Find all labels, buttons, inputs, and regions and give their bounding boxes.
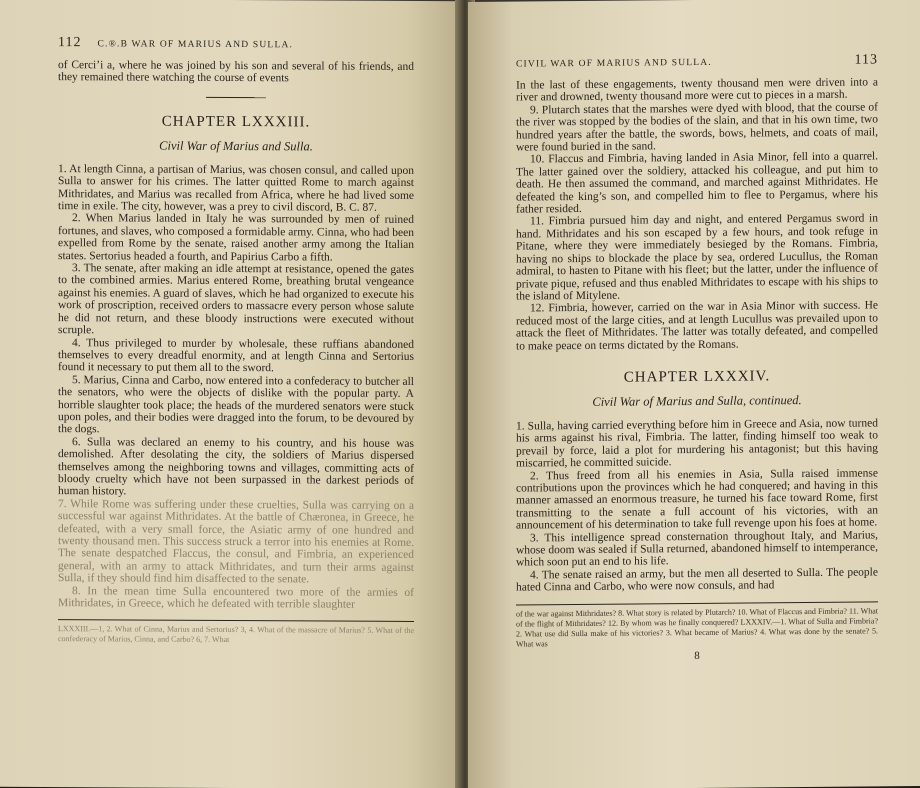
paragraph: 3. This intelligence spread consternation throughout Italy, and Marius, whose doom was sealed if Sulla returned, abandoned himself to intemperance, which soon put an end to his life. bbox=[516, 528, 878, 569]
right-page bbox=[468, 0, 920, 788]
paragraph: 4. Thus privileged to murder by wholesale, these ruffians abandoned themselves to every dreadful enormity, and at length Cinna and Sertorius found it necessary to put them all to the sword. bbox=[58, 336, 414, 375]
paragraph: 7. While Rome was suffering under these cruelties, Sulla was carrying on a successful war against Mithridates. At the battle of Chæronea, in Greece, he defeated, with a very small force, the Asiatic army of one hundred and twenty thousand men. This success struck a terror into his enemies at Rome. The senate despatched Flaccus, the consul, and Fimbria, an experienced general, with an army to attack Mithridates, and turn their arms against Sulla, if they should find him disaffected to the senate. bbox=[58, 497, 414, 586]
right-chapter-paragraphs bbox=[516, 417, 878, 594]
chapter-title-lxxxiv: CHAPTER LXXXIV. bbox=[623, 368, 771, 386]
paragraph: In the last of these engagements, twenty thousand men were driven into a river and drowned, twenty thousand more were cut to pieces in a marsh. bbox=[516, 76, 878, 104]
chapter-subtitle-lxxxiii: Civil War of Marius and Sulla. bbox=[159, 138, 313, 154]
left-footnote: LXXXIII.—1, 2. What of Cinna, Marius and Sertorius? 3, 4. What of the massacre of Marius? 5. What of the confederacy of Marius, Cinna, and Carbo? 6, 7. What bbox=[58, 620, 414, 647]
left-top-text: of Cerci’i a, where he was joined by his son and several of his friends, and they remained there watching the course of events bbox=[58, 59, 414, 85]
paragraph: 4. The senate raised an army, but the men all deserted to Sulla. The people hated Cinna and Carbo, who were now consuls, and had bbox=[516, 566, 878, 594]
section-divider bbox=[206, 97, 266, 98]
right-footnote: of the war against Mithridates? 8. What story is related by Plutarch? 10. What of Flaccus and Fimbria? 11. What of the flight of Mithridates? 12. By whom was he finally conquered? LXXXIV.—1. What of Sulla and Fimbria? 2. What use did Sulla make of his victories? 3. What became of Marius? 4. What was done by the senate? 5. What was bbox=[516, 601, 878, 649]
paragraph: 10. Flaccus and Fimbria, having landed in Asia Minor, fell into a quarrel. The latter gained over the soldiery, attacked his colleague, and put him to death. He then assumed the command, and marched against Mithridates. He defeated the king’s son, and compelled him to flee to Pergamus, where his father resided. bbox=[516, 150, 878, 216]
paragraph: 12. Fimbria, however, carried on the war in Asia Minor with success. He reduced most of the large cities, and at length Lucullus was prevailed upon to attack the fleet of Mithridates. The latter was totally defeated, and compelled to make peace on terms dictated by the Romans. bbox=[516, 299, 878, 353]
chapter-title-lxxxiii: CHAPTER LXXXIII. bbox=[161, 113, 311, 131]
paragraph: 2. Thus freed from all his enemies in Asia, Sulla raised immense contributions upon the provinces which he had conquered; and having in this manner amassed an enormous treasure, he turned his face toward Rome, first transmitting to the senate a full account of his victories, with an announcement of his determination to take full revenge upon his foes at home. bbox=[516, 466, 878, 532]
chapter-subtitle-lxxxiv: Civil War of Marius and Sulla, continued. bbox=[592, 392, 802, 409]
paragraph: 1. Sulla, having carried everything before him in Greece and Asia, now turned his arms against his rival, Fimbria. The latter, finding himself too weak to prevail by force, laid a plot for murdering his antagonist; but this having miscarried, he committed suicide. bbox=[516, 417, 878, 470]
left-page-number: 112 bbox=[58, 35, 82, 51]
paragraph: 8. In the mean time Sulla encountered two more of the armies of Mithridates, in Greece, which he defeated with terrible slaughter bbox=[58, 584, 414, 611]
right-running-head bbox=[516, 52, 878, 71]
paragraph: 11. Fimbria pursued him day and night, and entered Pergamus sword in hand. Mithridates and his son escaped by a few hours, and took refuge in Pitane, where they were immediately besieged by the Romans. Fimbria, having no ships to blockade the place by sea, ordered Lucullus, the Roman admiral, to hasten to Pitane with his fleet; but the latter, under the influence of private pique, refused and thus enabled Mithridates to escape with his ships to the island of Mitylene. bbox=[516, 212, 878, 303]
left-running-head bbox=[58, 35, 414, 53]
right-running-title: CIVIL WAR OF MARIUS AND SULLA. bbox=[516, 57, 712, 70]
paragraph: 6. Sulla was declared an enemy to his country, and his house was demolished. After desolating the city, the soldiers of Marius dispersed themselves among the neighboring towns and villages, committing acts of bloody cruelty which have not been surpassed in the darkest periods of human history. bbox=[58, 435, 414, 498]
left-faded-paragraphs bbox=[58, 498, 414, 612]
paragraph: 9. Plutarch states that the marshes were dyed with blood, that the course of the river was stopped by the bodies of the slain, and that in his own time, two hundred years after the battle, the swords, bows, helmets, and coats of mail, were found buried in the sand. bbox=[516, 101, 878, 154]
left-running-title: C.®.B WAR OF MARIUS AND SULLA. bbox=[97, 39, 294, 51]
right-paragraphs bbox=[516, 76, 878, 352]
paragraph: 1. At length Cinna, a partisan of Marius, was chosen consul, and called upon Sulla to answer for his crimes. The latter quitted Rome to march against Mithridates, and Marius was recalled from Africa, where he had lived some time in exile. The city, however, was a prey to civil discord, B. C. 87. bbox=[58, 162, 414, 214]
signature-mark: 8 bbox=[694, 649, 700, 662]
paragraph: 5. Marius, Cinna and Carbo, now entered into a confederacy to butcher all the senators, who were the objects of dislike with the popular party. A horrible slaughter took place; the heads of the murdered senators were stuck upon poles, and their bodies were dragged into the forum, to be devoured by the dogs. bbox=[58, 373, 414, 436]
paragraph: 2. When Marius landed in Italy he was surrounded by men of ruined fortunes, and slaves, who composed a formidable army. Cinna, who had been expelled from Rome by the senate, raised another army among the Italian states. Sertorius headed a fourth, and Papirius Carbo a fifth. bbox=[58, 212, 414, 264]
right-page-number: 113 bbox=[854, 52, 878, 68]
paragraph: 3. The senate, after making an idle attempt at resistance, opened the gates to the combined armies. Marius entered Rome, breathing brutal vengeance against his enemies. A guard of slaves, which he had organized to execute his work of proscription, received orders to massacre every person whose salute he did not return, and these bloody instructions were executed without scruple. bbox=[58, 262, 414, 337]
left-paragraphs bbox=[58, 163, 414, 500]
